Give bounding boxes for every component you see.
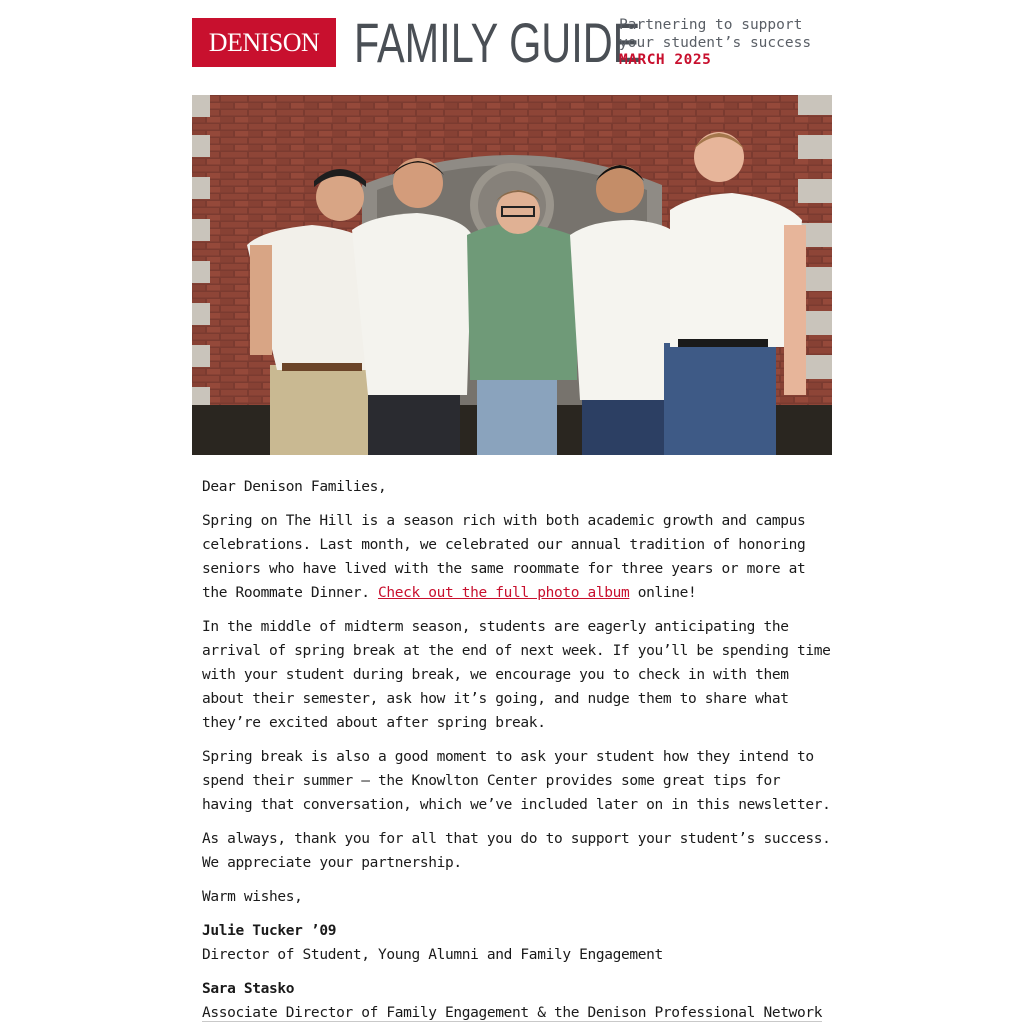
signer-2 — [202, 977, 832, 1025]
newsletter-title: FAMILY GUIDE — [354, 11, 641, 74]
letter-greeting: Dear Denison Families, — [202, 479, 387, 495]
newsletter-header — [192, 11, 832, 78]
group-photo-icon — [192, 95, 832, 455]
letter-paragraph-1-text: Spring on The Hill is a season rich with both academic growth and campus celebrations. Last month, we celebrated our annual tradition of honoring seniors who have lived with the same roommate for three years or more at the Roommate Dinner. — [202, 513, 806, 601]
letter-paragraph-4: As always, thank you for all that you do to support your student’s success. We appreciate your partnership. — [202, 831, 831, 871]
denison-logo[interactable]: DENISON — [192, 18, 336, 67]
letter-paragraph-2: In the middle of midterm season, students are eagerly anticipating the arrival of spring break at the end of next week. If you’ll be spending time with your student during break, we encourage you to check in with them about their semester, ask how it’s going, and nudge them to share what they’re excited about after spring break. — [202, 619, 831, 731]
letter-paragraph-1 — [202, 509, 832, 605]
letter-paragraph-1-end: online! — [629, 585, 697, 601]
signer-name: Julie Tucker ’09 — [202, 923, 337, 939]
letter-body — [202, 475, 832, 1035]
newsletter-tagline: Partnering to support your student’s success — [619, 17, 812, 51]
letter-closing: Warm wishes, — [202, 889, 303, 905]
signer-name: Sara Stasko — [202, 981, 295, 997]
issue-date: MARCH 2025 — [619, 52, 712, 68]
letter-paragraph-3: Spring break is also a good moment to ask your student how they intend to spend their summer — the Knowlton Center provides some great tips for having that conversation, which we’ve included later on in this newsletter. — [202, 749, 831, 813]
hero-photo — [192, 95, 832, 455]
section-divider — [202, 1021, 822, 1022]
signer-title: Director of Student, Young Alumni and Family Engagement — [202, 947, 663, 963]
signer-title: Associate Director of Family Engagement & the Denison Professional Network — [202, 1005, 823, 1021]
signer-1 — [202, 919, 832, 967]
photo-album-link[interactable]: Check out the full photo album — [377, 585, 630, 601]
